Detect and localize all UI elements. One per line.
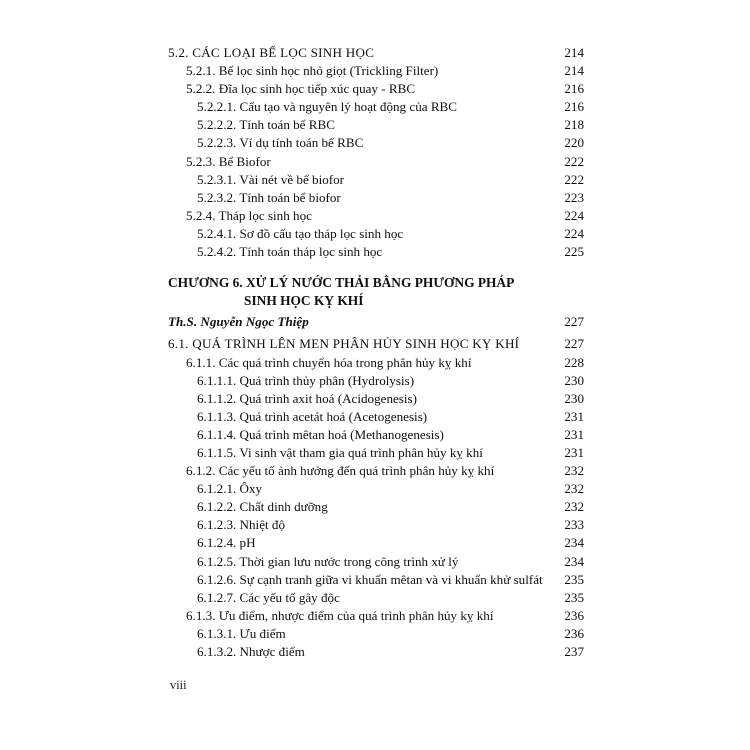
toc-entry-label: 6.1.1.5. Vi sinh vật tham gia quá trình phân hủy kỵ khí [197,444,483,460]
toc-entry-page-number: 214 [564,45,584,60]
toc-list-chapter6 [168,335,584,661]
toc-entry-page-number: 234 [564,535,584,551]
toc-entry[interactable] [168,44,584,62]
toc-entry[interactable] [168,116,584,134]
toc-entry[interactable] [168,390,584,408]
chapter-heading [168,274,584,309]
toc-entry-page-number: 230 [564,390,584,406]
toc-entry-label: 5.2. CÁC LOẠI BỂ LỌC SINH HỌC [168,45,375,60]
toc-entry-page-number: 224 [564,225,584,241]
toc-entry[interactable] [168,408,584,426]
toc-entry-label: 6.1.2.4. pH [197,535,256,551]
chapter-author-page-number: 227 [564,314,584,330]
toc-entry-page-number: 230 [564,372,584,388]
toc-entry[interactable] [168,189,584,207]
toc-entry[interactable] [168,335,584,353]
toc-entry-label: 6.1.3. Ưu điểm, nhược điểm của quá trình phân hủy kỵ khí [186,607,494,623]
toc-entry-label: 6.1.2.2. Chất dinh dưỡng [197,499,328,515]
toc-entry[interactable] [168,225,584,243]
toc-entry[interactable] [168,153,584,171]
toc-entry-label: 6.1.1.1. Quá trình thủy phân (Hydrolysis) [197,372,415,388]
toc-entry-label: 6.1.3.2. Nhược điểm [197,644,305,659]
toc-entry-page-number: 218 [564,117,584,133]
toc-entry-label: 5.2.3.2. Tính toán bể biofor [197,189,341,205]
toc-entry-label: 5.2.3. Bể Biofor [186,153,271,169]
toc-entry-page-number: 232 [564,463,584,479]
toc-entry[interactable] [168,462,584,480]
toc-entry[interactable] [168,134,584,152]
toc-entry-page-number: 228 [564,354,584,370]
toc-entry[interactable] [168,426,584,444]
toc-entry-label: 5.2.2.2. Tính toán bể RBC [197,117,335,133]
toc-entry-label: 6.1.2.5. Thời gian lưu nước trong công trình xử lý [197,553,459,569]
chapter-author-name: Th.S. Nguyễn Ngọc Thiệp [168,314,309,330]
toc-entry-page-number: 223 [564,189,584,205]
toc-entry[interactable] [168,207,584,225]
toc-entry-page-number: 216 [564,81,584,97]
toc-entry[interactable] [168,98,584,116]
toc-entry[interactable] [168,553,584,571]
toc-entry[interactable] [168,62,584,80]
toc-entry-label: 5.2.4.2. Tính toán tháp lọc sinh học [197,244,383,260]
toc-entry[interactable] [168,80,584,98]
toc-entry-label: 5.2.2. Đĩa lọc sinh học tiếp xúc quay - RBC [186,81,416,97]
toc-entry-page-number: 236 [564,607,584,623]
toc-entry-page-number: 231 [564,444,584,460]
toc-entry-page-number: 216 [564,99,584,115]
toc-entry-label: 6.1.2.3. Nhiệt độ [197,517,286,533]
toc-entry[interactable] [168,516,584,534]
chapter-author-row [168,313,584,331]
toc-entry[interactable] [168,625,584,643]
toc-entry[interactable] [168,171,584,189]
toc-entry-label: 5.2.2.3. Ví dụ tính toán bể RBC [197,135,364,151]
toc-entry[interactable] [168,534,584,552]
toc-entry-page-number: 234 [564,553,584,569]
toc-entry-page-number: 235 [564,571,584,587]
toc-entry-page-number: 231 [564,408,584,424]
toc-entry-label: 6.1.1. Các quá trình chuyển hóa trong phân hủy kỵ khí [186,354,472,370]
toc-entry-label: 6.1.2.1. Ôxy [197,481,263,497]
toc-entry-page-number: 214 [564,63,584,79]
toc-entry-label: 6.1.1.4. Quá trình mêtan hoá (Methanogenesis) [197,426,444,442]
toc-entry[interactable] [168,589,584,607]
toc-entry-page-number: 236 [564,625,584,641]
toc-entry[interactable] [168,480,584,498]
toc-entry-label: 6.1.2. Các yếu tố ảnh hưởng đến quá trình phân hủy kỵ khí [186,463,495,479]
toc-entry[interactable] [168,444,584,462]
toc-entry-page-number: 237 [564,644,584,659]
toc-content [168,44,584,661]
chapter-title-line-1: CHƯƠNG 6. XỬ LÝ NƯỚC THẢI BẰNG PHƯƠNG PHÁP [168,275,515,291]
toc-entry[interactable] [168,607,584,625]
toc-entry-label: 5.2.3.1. Vài nét về bể biofor [197,171,345,187]
toc-entry-label: 6.1. QUÁ TRÌNH LÊN MEN PHÂN HỦY SINH HỌC KỴ KHÍ [168,336,520,352]
chapter-title-line-2: SINH HỌC KỴ KHÍ [244,292,364,308]
toc-entry[interactable] [168,498,584,516]
toc-entry-label: 5.2.2.1. Cấu tạo và nguyên lý hoạt động của RBC [197,99,458,115]
toc-entry-label: 5.2.1. Bể lọc sinh học nhỏ giọt (Trickling Filter) [186,63,439,79]
toc-list-chapter5 [168,44,584,261]
toc-entry-label: 6.1.1.2. Quá trình axit hoá (Acidogenesis) [197,390,417,406]
toc-entry-page-number: 225 [564,244,584,260]
toc-entry-label: 6.1.2.7. Các yếu tố gây độc [197,589,340,605]
toc-entry-label: 5.2.4. Tháp lọc sinh học [186,207,312,223]
toc-entry-label: 6.1.2.6. Sự cạnh tranh giữa vi khuẩn mêtan và vi khuẩn khử sulfát [197,571,543,587]
toc-entry-page-number: 232 [564,499,584,515]
toc-entry[interactable] [168,243,584,261]
toc-entry-page-number: 220 [564,135,584,151]
page-folio-number: viii [170,678,187,692]
toc-entry-label: 6.1.1.3. Quá trình acetát hoá (Acetogenesis) [197,408,428,424]
toc-entry-page-number: 224 [564,207,584,223]
toc-entry-page-number: 231 [564,426,584,442]
toc-entry-page-number: 233 [564,517,584,533]
toc-entry-label: 6.1.3.1. Ưu điểm [197,625,286,641]
toc-entry-page-number: 222 [564,153,584,169]
toc-entry[interactable] [168,643,584,661]
toc-entry[interactable] [168,372,584,390]
toc-entry-page-number: 227 [564,336,584,352]
toc-entry[interactable] [168,571,584,589]
toc-entry-page-number: 235 [564,589,584,605]
toc-entry-page-number: 232 [564,481,584,497]
toc-entry[interactable] [168,354,584,372]
toc-entry-page-number: 222 [564,171,584,187]
toc-entry-label: 5.2.4.1. Sơ đồ cấu tạo tháp lọc sinh học [197,225,404,241]
